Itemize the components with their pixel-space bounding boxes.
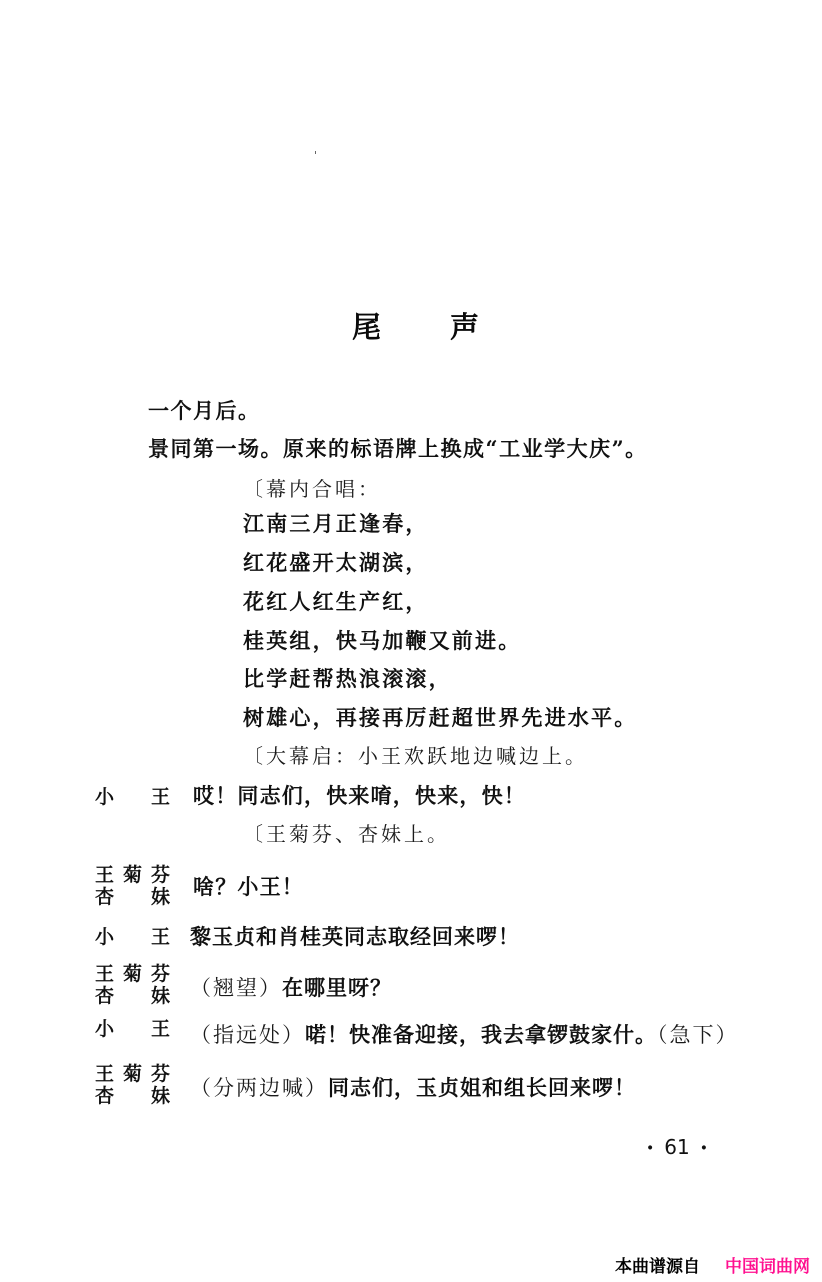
speech-text: 同志们，玉贞姐和组长回来啰！ <box>328 1075 636 1100</box>
speaker-name: 小王 <box>95 1018 170 1040</box>
chorus-stage-direction: 〔幕内合唱： <box>243 477 381 501</box>
lyric-line: 江南三月正逢春， <box>243 511 429 536</box>
inline-stage-direction: （指远处） <box>190 1023 305 1047</box>
speaker-name: 杏妹 <box>95 886 170 908</box>
bullet-icon: • <box>699 1140 708 1157</box>
lyric-line: 桂英组，快马加鞭又前进。 <box>243 628 522 653</box>
speaker-name: 小王 <box>95 926 170 948</box>
lyric-line: 花红人红生产红， <box>243 589 429 614</box>
dialogue-line <box>190 977 392 999</box>
lyric-line: 比学赶帮热浪滚滚， <box>243 666 452 691</box>
inline-stage-direction: （急下） <box>657 1023 739 1047</box>
inline-stage-direction: （分两边喊） <box>190 1076 328 1100</box>
speaker-label <box>95 926 170 948</box>
chapter-title: 尾声 <box>352 310 549 344</box>
speaker-label <box>95 1018 170 1040</box>
speech-text: 哎！同志们，快来唷，快来，快！ <box>193 783 526 808</box>
dialogue-line <box>193 876 304 898</box>
speech-text: 在哪里呀？ <box>282 975 392 1000</box>
scene-setting: 景同第一场。原来的标语牌上换成“工业学大庆”。 <box>148 436 648 461</box>
dialogue-line <box>190 926 520 948</box>
speaker-name: 杏妹 <box>95 985 170 1007</box>
speaker-label <box>95 963 170 1007</box>
bullet-icon: • <box>646 1140 655 1157</box>
speaker-label <box>95 1063 170 1107</box>
dialogue-line <box>193 785 526 807</box>
curtain-stage-direction: 〔大幕启：小王欢跃地边喊边上。 <box>243 744 588 768</box>
speaker-name: 杏妹 <box>95 1085 170 1107</box>
scan-speck <box>315 151 316 154</box>
entrance-stage-direction: 〔王菊芬、杏妹上。 <box>243 822 450 846</box>
watermark-source-label: 本曲谱源自 <box>615 1257 700 1277</box>
lyric-line: 红花盛开太湖滨， <box>243 550 429 575</box>
watermark-site-name: 中国词曲网 <box>725 1257 810 1277</box>
speaker-label <box>95 864 170 908</box>
speaker-name: 王菊芬 <box>95 864 170 886</box>
page-number <box>646 1137 708 1157</box>
page-number-value: 61 <box>664 1135 690 1159</box>
dialogue-line <box>190 1077 636 1099</box>
speaker-name: 王菊芬 <box>95 1063 170 1085</box>
speaker-label <box>95 786 170 808</box>
lyric-line: 树雄心，再接再厉赶超世界先进水平。 <box>243 705 638 730</box>
speech-text: 喏！快准备迎接，我去拿锣鼓家什。 <box>305 1022 657 1047</box>
speech-text: 啥？小王！ <box>193 874 304 899</box>
scene-time: 一个月后。 <box>148 398 261 423</box>
inline-stage-direction: （翘望） <box>190 976 282 1000</box>
dialogue-line <box>190 1024 739 1046</box>
speech-text: 黎玉贞和肖桂英同志取经回来啰！ <box>190 924 520 949</box>
speaker-name: 王菊芬 <box>95 963 170 985</box>
speaker-name: 小王 <box>95 786 170 808</box>
